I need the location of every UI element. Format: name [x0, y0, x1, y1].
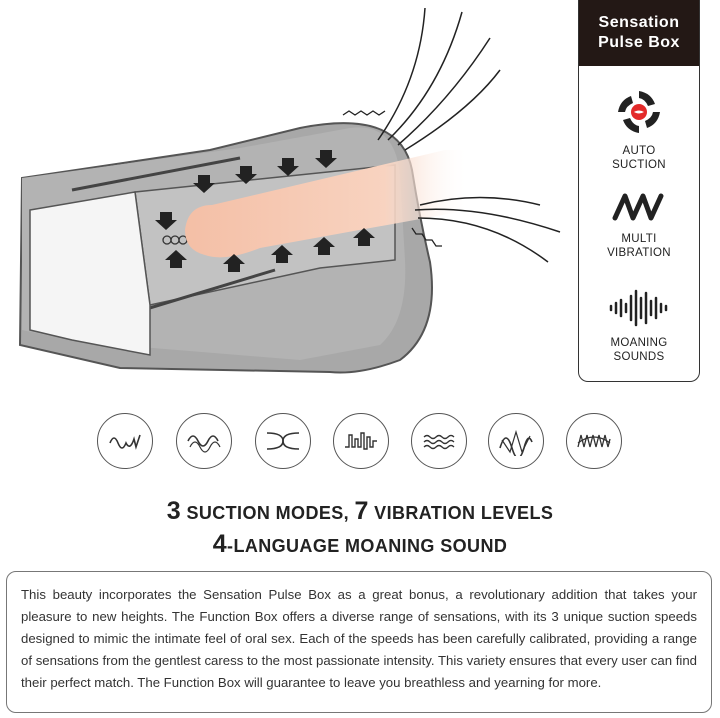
feature-label-line2: SOUNDS	[613, 351, 665, 363]
wave-mode-3-icon	[255, 413, 311, 469]
product-illustration	[0, 0, 575, 400]
panel-title-line1: Sensation	[598, 14, 680, 31]
language-moaning-text: -LANGUAGE MOANING SOUND	[227, 536, 508, 556]
wave-mode-2-icon	[176, 413, 232, 469]
wave-mode-6-icon	[488, 413, 544, 469]
feature-label-line2: SUCTION	[612, 159, 666, 171]
headline-language-sound	[0, 530, 720, 559]
sensation-pulse-box-panel	[578, 0, 700, 382]
feature-moaning-sounds	[579, 288, 699, 364]
feature-label-line2: VIBRATION	[607, 247, 671, 259]
vibration-levels-text: VIBRATION LEVELS	[368, 503, 554, 523]
description-text: This beauty incorporates the Sensation Pulse Box as a great bonus, a revolutionary addition that takes your pleasure to new heights. The Function Box offers a diverse range of sensations, with its 3 unique suction speeds designed to mimic the intimate feel of oral sex. Each of the speeds has been carefully calibrated, providing a range of sensations from the gentlest caress to the most passionate intensity. This variety ensures that every user can find their perfect match. The Function Box will guarantee to leave you breathless and yearning for more.	[21, 587, 697, 690]
feature-label-line1: MULTI	[621, 233, 657, 245]
wave-mode-7-icon	[566, 413, 622, 469]
language-count: 4	[212, 530, 228, 558]
wave-mode-5-icon	[411, 413, 467, 469]
panel-title	[579, 0, 699, 66]
feature-label-line1: AUTO	[622, 145, 656, 157]
feature-label-line1: MOANING	[610, 337, 668, 349]
auto-suction-icon	[615, 88, 663, 136]
panel-title-line2: Pulse Box	[598, 34, 680, 51]
wave-mode-1-icon	[97, 413, 153, 469]
multi-vibration-icon	[611, 190, 667, 224]
suction-mode-count: 3	[166, 497, 182, 525]
moaning-sounds-icon	[607, 288, 671, 328]
suction-modes-text: SUCTION MODES,	[181, 503, 355, 523]
vibration-level-count: 7	[354, 497, 369, 525]
mode-icons-row	[0, 413, 720, 473]
headline-modes-levels	[0, 497, 720, 526]
feature-multi-vibration	[579, 190, 699, 260]
feature-auto-suction	[579, 88, 699, 172]
description-box	[6, 571, 712, 713]
wave-mode-4-icon	[333, 413, 389, 469]
